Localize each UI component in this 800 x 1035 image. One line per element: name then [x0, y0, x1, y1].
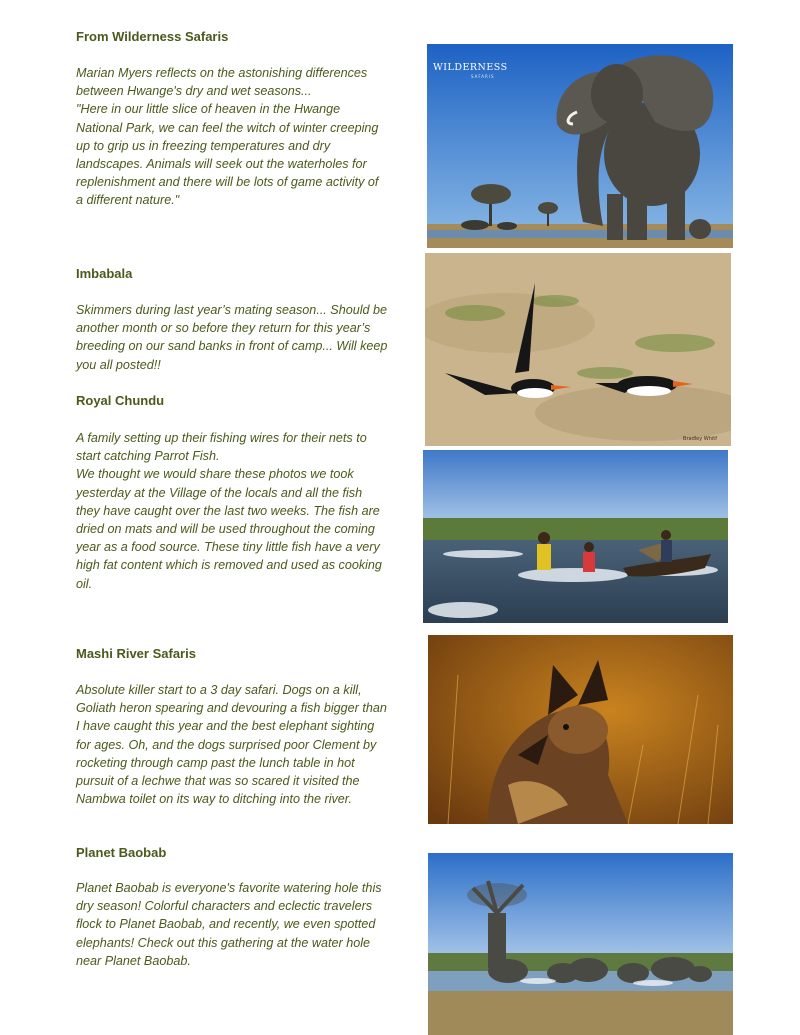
wilderness-logo-text: WILDERNESS [433, 62, 508, 73]
section-title-imbabala: Imbabala [76, 266, 133, 281]
section-body-wilderness: Marian Myers reflects on the astonishing differences between Hwange's dry and wet seasons... "Here in our little slice of heaven in the Hwange National Park, we can feel the witch of winter creeping up to grip us in freezing temperatures and dry landscapes. Animals will seek out the waterholes for replenishment and there will be lots of game activity of a different nature." [76, 66, 379, 208]
section-body-chundu: A family setting up their fishing wires for their nets to start catching Parrot Fish. We thought we would share these photos we took yesterday at the Village of the locals and all the fish they have caught over the last two weeks. The fish are dried on mats and will be used throughout the coming year as a food source. These tiny little fish have a very high fat content which is removed and used as cooking oil. [76, 431, 382, 591]
section-title-mashi: Mashi River Safaris [76, 646, 196, 661]
section-body-imbabala: Skimmers during last year’s mating season... Should be another month or so before they return for this year’s breeding on our sand banks in front of camp... Will keep you all posted!! [76, 303, 388, 372]
section-title-chundu: Royal Chundu [76, 393, 165, 408]
elephant-photo [427, 44, 733, 248]
baobab-elephants-photo [428, 853, 733, 1035]
photo-credit: Bradley Whitf [683, 436, 717, 442]
fishing-photo [423, 450, 728, 623]
wild-dog-photo [428, 635, 733, 824]
section-title-baobab: Planet Baobab [76, 845, 167, 860]
section-body-baobab: Planet Baobab is everyone's favorite watering hole this dry season! Colorful characters and eclectic travelers flock to Planet Baobab, and recently, we even spotted elephants! Check out this gathering at the water hole near Planet Baobab. [76, 881, 382, 968]
skimmers-photo [425, 253, 731, 446]
wilderness-logo-subtext: SAFARIS [471, 74, 495, 79]
section-title-wilderness: From Wilderness Safaris [76, 29, 229, 44]
section-body-mashi: Absolute killer start to a 3 day safari. Dogs on a kill, Goliath heron spearing and devouring a fish bigger than I have caught this year and the best elephant sighting for ages. Oh, and the dogs surprised poor Clement by rocketing through camp past the lunch table in hot pursuit of a lechwe that was so scared it visited the Nambwa toilet on its way to ditching into the river. [76, 683, 387, 807]
